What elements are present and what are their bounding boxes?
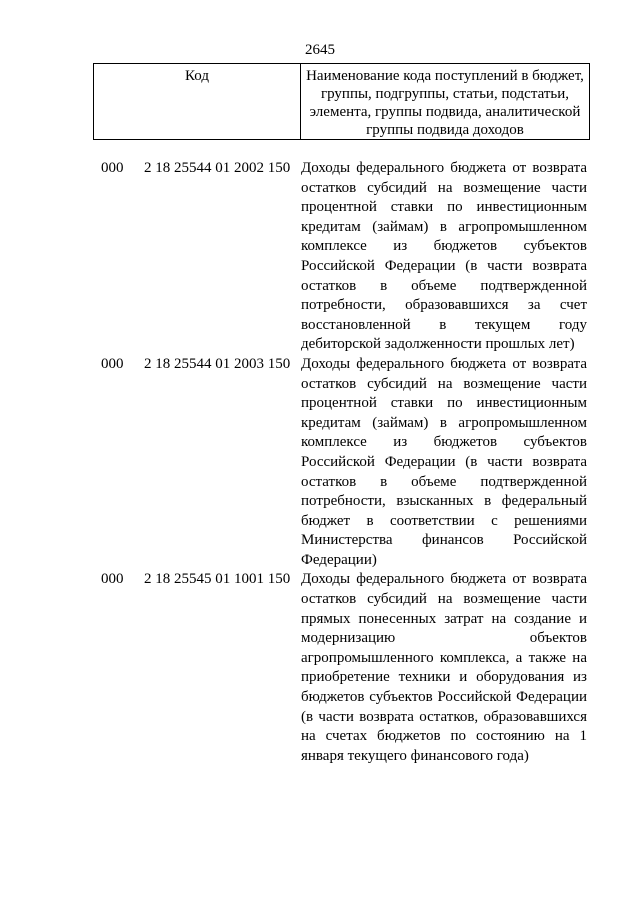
row-admin-code: 000 [101, 355, 124, 372]
header-name: Наименование кода поступлений в бюджет, группы, подгруппы, статьи, подстатьи, элемента, группы подвида, аналитической группы подвида доходов [306, 68, 584, 138]
row-admin-code: 000 [101, 571, 124, 588]
table-header [93, 63, 590, 140]
table-row [0, 159, 640, 355]
page-number: 2645 [305, 42, 335, 58]
table-row [0, 355, 640, 571]
table-row [0, 570, 640, 766]
row-description: Доходы федерального бюджета от возврата остатков субсидий на возмещение части процентной ставки по инвестиционным кредитам (займам) в агропромышленном комплексе из бюджетов субъектов Российской Федерации (в части возврата остатков в объеме подтвержденной потребности, взысканных в федеральный бюджет в соответствии с решениями Министерства финансов Российской Федерации) [301, 355, 587, 568]
row-admin-code: 000 [101, 160, 124, 176]
row-revenue-code: 2 18 25544 01 2003 150 [144, 355, 291, 372]
row-description: Доходы федерального бюджета от возврата остатков субсидий на возмещение части процентной ставки по инвестиционным кредитам (займам) в агропромышленном комплексе из бюджетов субъектов Российской Федерации (в части возврата остатков в объеме подтвержденной потребности, образовавшихся за счет восстановленной в текущем году дебиторской задолженности прошлых лет) [301, 160, 587, 353]
row-revenue-code: 2 18 25545 01 1001 150 [144, 571, 291, 588]
row-description: Доходы федерального бюджета от возврата остатков субсидий на возмещение части прямых понесенных затрат на создание и модернизацию объектов агропромышленного комплекса, а также на приобретение техники и оборудования из бюджетов субъектов Российской Федерации (в части возврата остатков, образовавшихся на счетах бюджетов по состоянию на 1 января текущего финансового года) [301, 571, 587, 764]
row-revenue-code: 2 18 25544 01 2002 150 [144, 160, 291, 176]
table-body [0, 159, 640, 766]
header-code: Код [94, 64, 301, 139]
